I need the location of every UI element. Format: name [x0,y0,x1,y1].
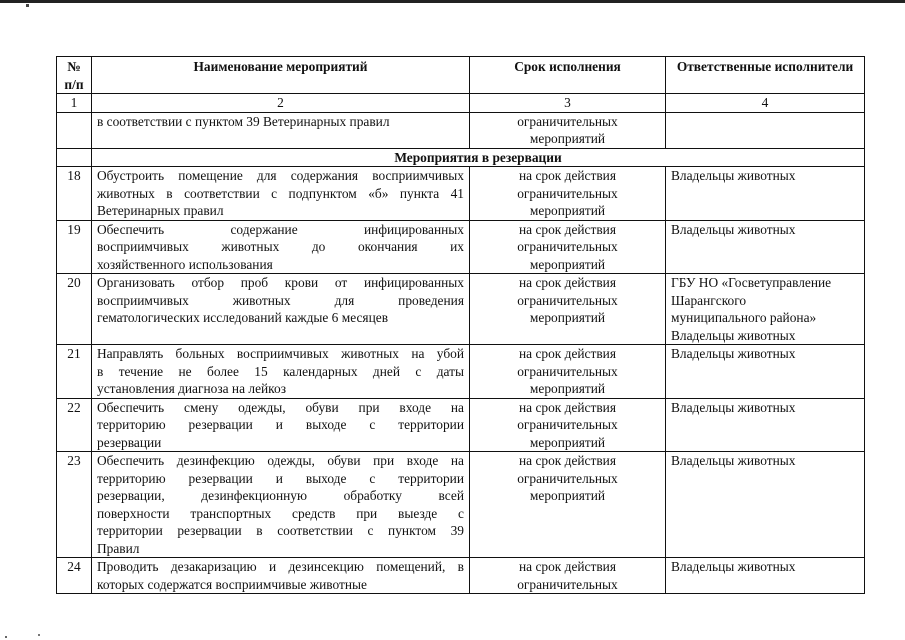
measure-name-line: хозяйственного использования [97,256,273,272]
term [470,398,666,452]
term-line: на срок действия [518,168,616,183]
measure-name-line: Обеспечить содержание инфицированных [97,221,464,237]
measure-name-line: которых содержатся восприимчивые животные [97,576,367,592]
term-line: ограничительных [517,576,618,592]
row-number [57,148,92,167]
measure-name-line: Направлять больных восприимчивых животных на убой [97,346,464,361]
measure-name-line: поверхности транспортных средств при выезде с [97,505,464,521]
responsible [666,167,865,221]
term-line: на срок действия [518,559,616,574]
responsible [666,558,865,594]
measure-name-line: Обеспечить дезинфекцию одежды, обуви при входе на [97,453,464,468]
measure-name [92,452,470,558]
responsible [666,220,865,274]
measures-table [56,56,865,594]
measure-name [92,274,470,345]
term-line: ограничительных [517,292,618,308]
row-number: 22 [57,398,92,452]
row-number: 19 [57,220,92,274]
col-number: 3 [470,94,666,113]
scan-speck [26,4,29,7]
header-row [57,57,865,94]
measure-name [92,398,470,452]
measure-name-line: восприимчивых животных для проведения [97,292,464,308]
term-line: ограничительных [517,417,618,432]
section-row [57,148,865,167]
measure-name [92,220,470,274]
term-line: мероприятий [529,434,606,450]
responsible-line: Владельцы животных [671,168,796,183]
row-number: 20 [57,274,92,345]
term-line: ограничительных [517,363,618,379]
term-line: мероприятий [529,256,606,272]
responsible [666,345,865,399]
term [470,167,666,221]
measure-name-line: резервации [97,434,162,450]
rows-body [57,167,865,594]
measure-name-line: резервации, дезинфекционную обработку всей [97,488,464,503]
column-number-row [57,94,865,113]
responsible-line: Владельцы животных [671,559,796,574]
table-row [57,345,865,399]
row-number: 23 [57,452,92,558]
responsible-line: Владельцы животных [671,399,796,415]
term-line: мероприятий [529,488,606,503]
table-row [57,558,865,594]
measure-name-line: Организовать отбор проб крови от инфицированных [97,275,464,290]
scan-speck [38,634,40,636]
col-number: 2 [92,94,470,113]
measure-name-line: территорию резервации и выходе с территории [97,417,464,432]
responsible-line: Владельцы животных [671,453,796,468]
table-row [57,220,865,274]
measure-name-line: гематологических исследований каждые 6 месяцев [97,310,389,325]
term-line: на срок действия [518,399,616,415]
term-line: мероприятий [529,310,606,325]
term [470,274,666,345]
responsible [666,452,865,558]
term [470,452,666,558]
term-line: ограничительных [517,239,618,254]
term-line: ограничительных [517,113,618,129]
term [470,220,666,274]
continuation-row [57,112,865,148]
header-number: № п/п [57,57,92,94]
measure-name-line: животных в соответствии с подпунктом «б» пункта 41 [97,185,464,201]
measure-name-line: Обустроить помещение для содержания восприимчивых [97,168,464,183]
term-line: ограничительных [517,185,618,201]
term-line: на срок действия [518,221,616,237]
row-number: 24 [57,558,92,594]
scan-speck [5,636,7,638]
term-line: на срок действия [518,346,616,361]
measure-name-line: Ветеринарных правил [97,203,224,218]
table-row [57,167,865,221]
header-responsible: Ответственные исполнители [666,57,865,94]
row-number: 18 [57,167,92,221]
header-name: Наименование мероприятий [92,57,470,94]
responsible-line: ГБУ НО «Госветуправление [671,275,832,290]
term-line: ограничительных [517,470,618,486]
responsible-line: Шарангского [671,292,747,308]
measure-name-line: Правил [97,540,140,556]
table-row [57,398,865,452]
measure-name-line: территорию резервации и выходе с территории [97,470,464,486]
top-rule [0,0,905,3]
responsible-line: Владельцы животных [671,327,796,343]
table-row [57,274,865,345]
term-line: мероприятий [529,203,606,218]
responsible-line: муниципального района» [671,310,817,325]
term-line: на срок действия [518,275,616,290]
term [470,112,666,148]
measure-name: в соответствии с пунктом 39 Ветеринарных правил [92,112,470,148]
responsible-line: Владельцы животных [671,346,796,361]
measure-name [92,345,470,399]
term [470,558,666,594]
row-number [57,112,92,148]
term-line: мероприятий [529,381,606,396]
measure-name-line: Проводить дезакаризацию и дезинсекцию помещений, в [97,559,464,574]
row-number: 21 [57,345,92,399]
col-number: 4 [666,94,865,113]
term-line: на срок действия [518,453,616,468]
table-row [57,452,865,558]
responsible [666,398,865,452]
measure-name-line: восприимчивых животных до окончания их [97,239,464,254]
measure-name-line: территории резервации в соответствии с пунктом 39 [97,523,464,538]
measure-name-line: установления диагноза на лейкоз [97,381,286,396]
term [470,345,666,399]
measure-name [92,558,470,594]
section-title: Мероприятия в резервации [92,148,865,167]
responsible-line: Владельцы животных [671,221,796,237]
measure-name-line: Обеспечить смену одежды, обуви при входе на [97,399,464,415]
measure-name [92,167,470,221]
measure-name-line: в течение не более 15 календарных дней с даты [97,363,464,379]
header-term: Срок исполнения [470,57,666,94]
col-number: 1 [57,94,92,113]
responsible [666,112,865,148]
term-line: мероприятий [529,131,606,146]
responsible [666,274,865,345]
